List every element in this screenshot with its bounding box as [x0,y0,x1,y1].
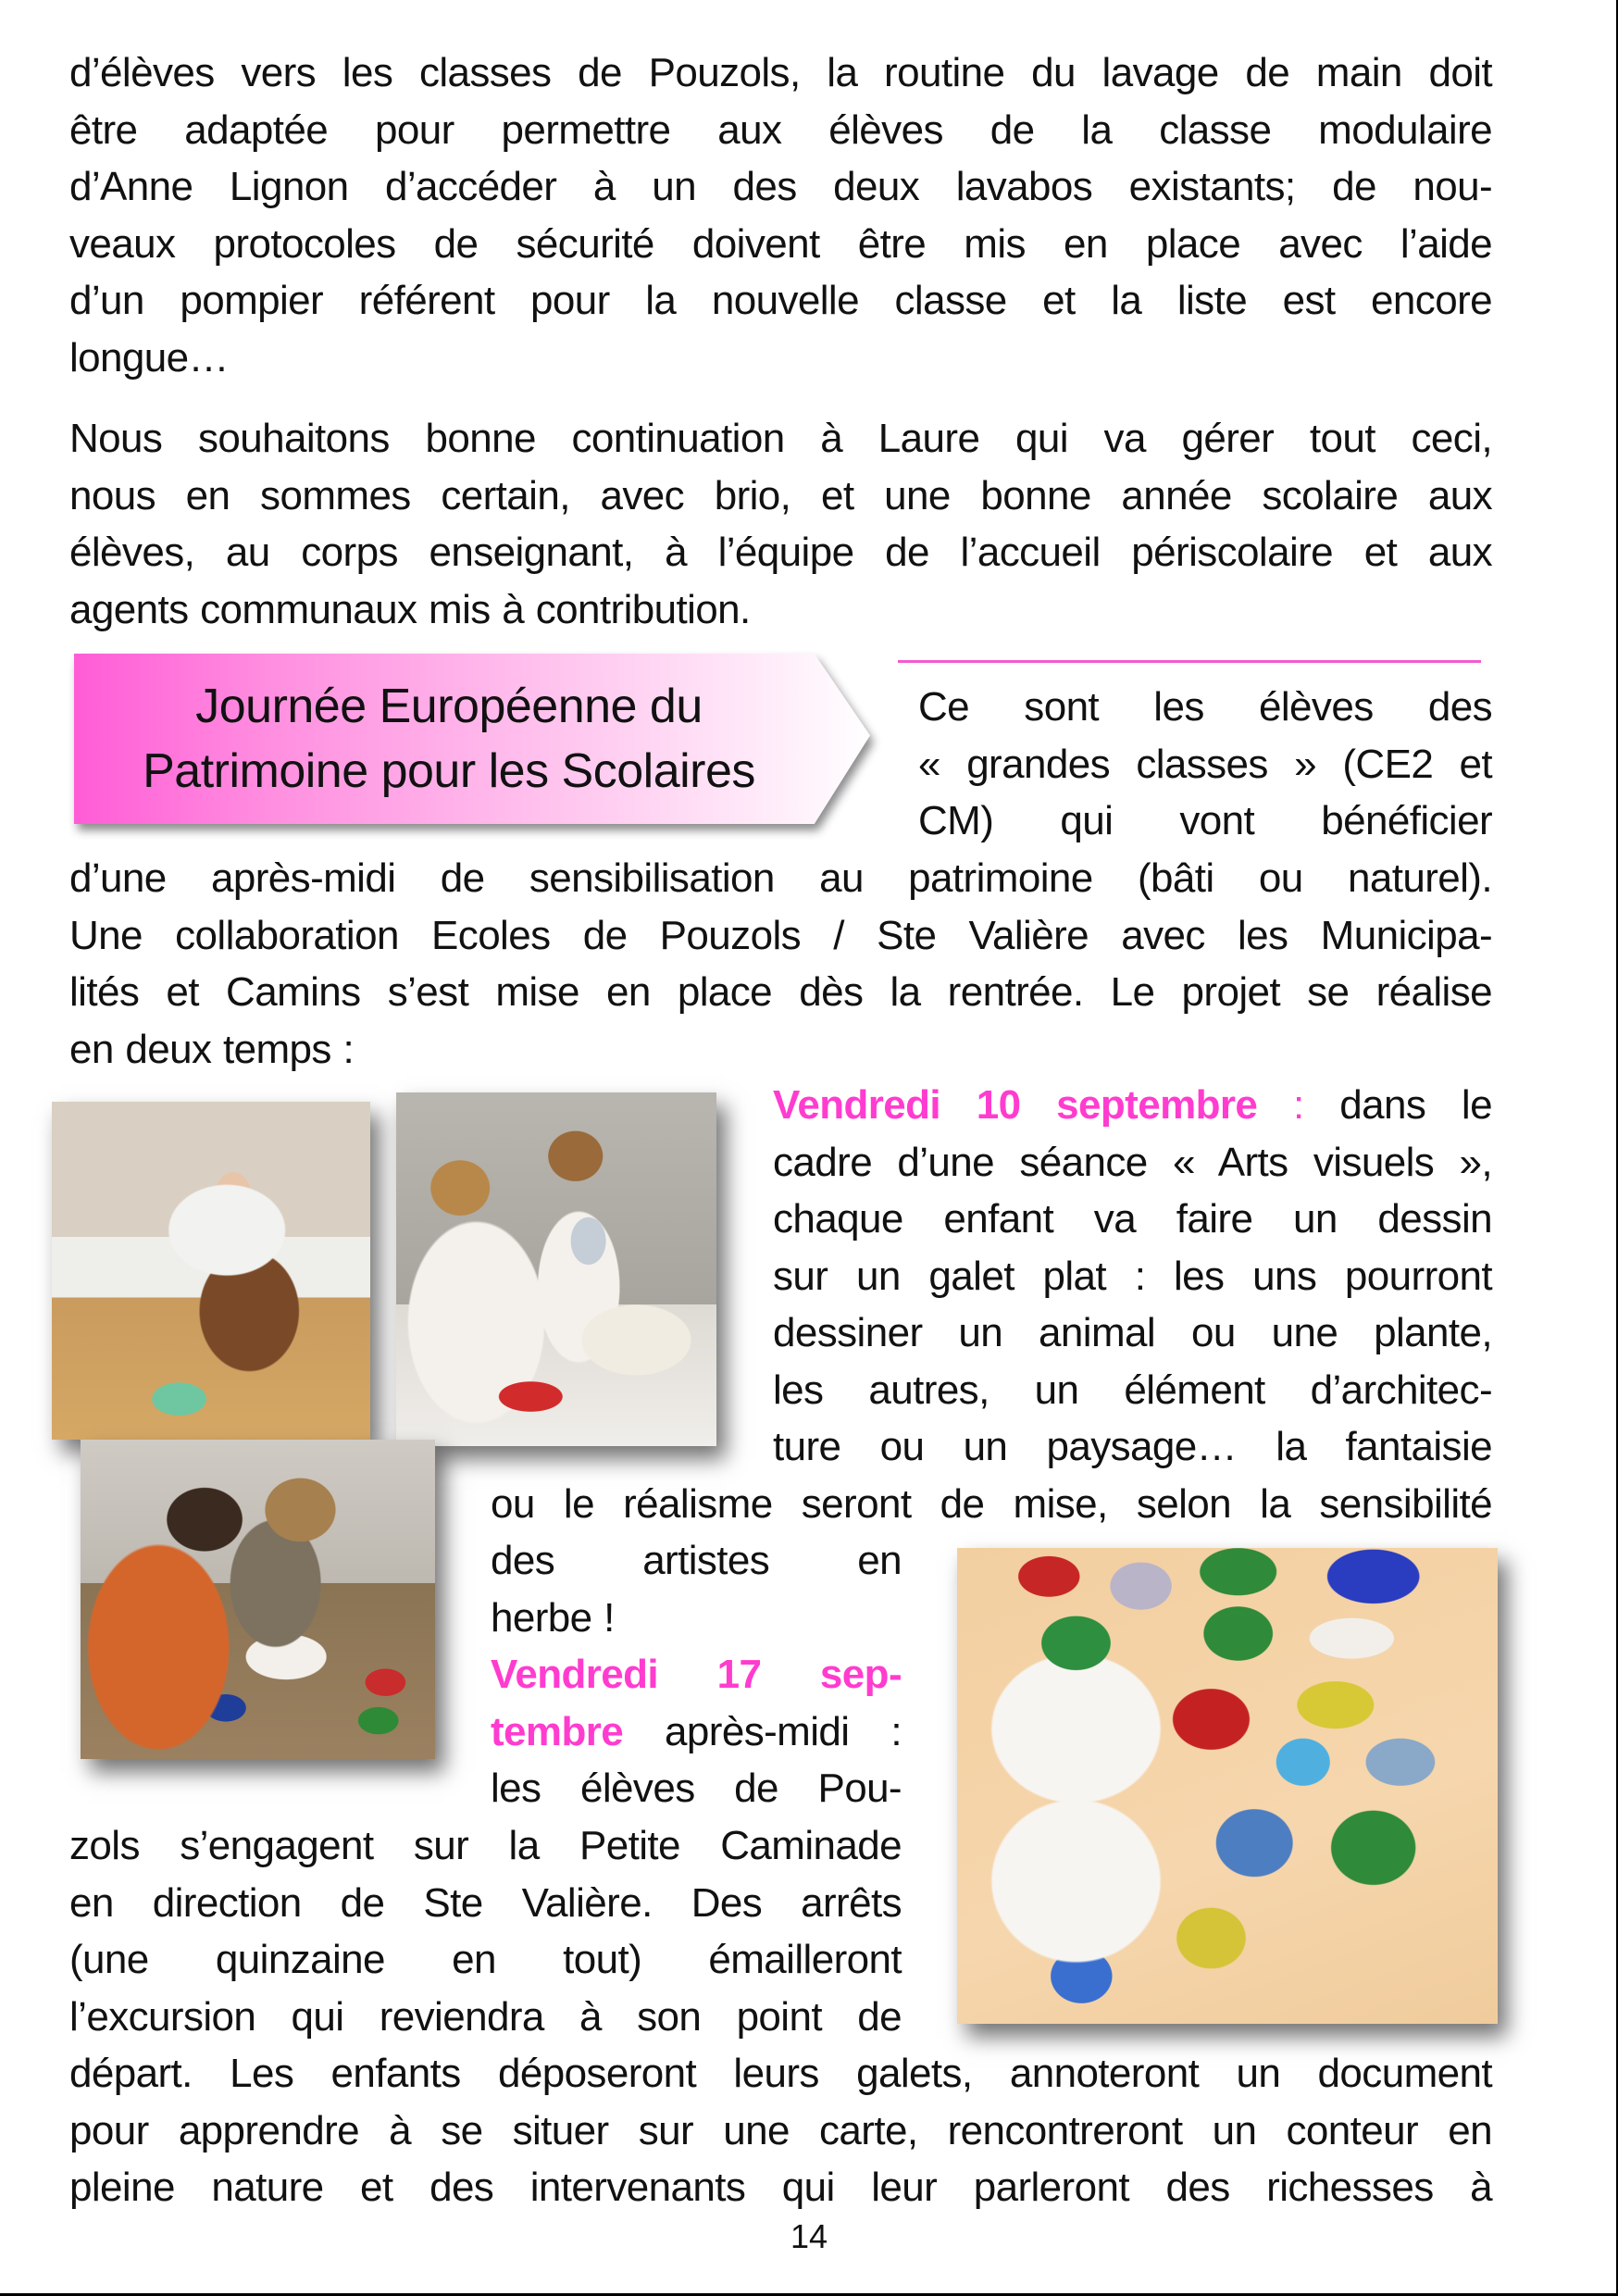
text-line: les autres, un élément d’architec- [773,1366,1492,1413]
text-line: Nous souhaitons bonne continuation à Laure qui va gérer tout ceci, [69,416,1492,461]
text-line: être adaptée pour permettre aux élèves de la classe modulaire [69,106,1492,153]
section-intro-side [918,679,1492,850]
text-line: des artistes en [491,1538,902,1583]
text-line: en direction de Ste Valière. Des arrêts [69,1879,902,1926]
text-line: en deux temps : [69,1026,355,1072]
text-line: d’élèves vers les classes de Pouzols, la routine du lavage de main doit [69,50,1492,95]
text-line: cadre d’une séance « Arts visuels », [773,1139,1492,1185]
event2-after-date: après-midi : [623,1708,902,1754]
text-line: CM) qui vont bénéficier [918,798,1492,843]
section-title [74,674,824,804]
text-line: sur un galet plat : les uns pourront [773,1253,1492,1299]
text-line: élèves, au corps enseignant, à l’équipe de l’accueil périscolaire et aux [69,530,1492,575]
text-line: départ. Les enfants déposeront leurs galets, annoteront un document [69,2051,1492,2096]
text-line: zols s’engagent sur la Petite Caminade [69,1823,902,1868]
text-line: agents communaux mis à contribution. [69,586,751,632]
text-line: dessiner un animal ou une plante, [773,1310,1492,1355]
page-number: 14 [790,2217,828,2255]
text-line: Une collaboration Ecoles de Pouzols / Ste Valière avec les Municipa- [69,912,1492,958]
text-line: chaque enfant va faire un dessin [773,1196,1492,1242]
text-line: d’un pompier référent pour la nouvelle classe et la liste est encore [69,278,1492,323]
text-line [491,1703,902,1761]
text-line: (une quinzaine en tout) émailleront [69,1937,902,1982]
text-line: nous en sommes certain, avec brio, et une bonne année scolaire aux [69,472,1492,518]
text-line: « grandes classes » (CE2 et [918,741,1492,787]
text-line: longue… [69,334,229,381]
text-line: d’Anne Lignon d’accéder à un des deux lavabos existants; de nou- [69,164,1492,209]
event1-separator: : [1257,1082,1304,1128]
text-line: pleine nature et des intervenants qui leur parleront des richesses à [69,2165,1492,2210]
intro-paragraph [69,44,1492,386]
event2-date-line2: tembre [491,1708,624,1754]
event1-first-line-rest: dans le [1303,1082,1492,1128]
text-line: Ce sont les élèves des [918,684,1492,730]
closing-paragraph [69,410,1492,638]
text-line: ou le réalisme seront de mise, selon la sensibilité [491,1481,1492,1527]
event1-side-text [773,1077,1492,1476]
event2-side-text [69,1817,902,2045]
event2-narrow-text [491,1646,902,1817]
section-banner [74,654,870,824]
text-line: ture ou un paysage… la fantaisie [773,1424,1492,1469]
section-title-line: Patrimoine pour les Scolaires [143,744,755,798]
text-line: pour apprendre à se situer sur une carte, rencontreront un conteur en [69,2107,1492,2153]
text-line: d’une après-midi de sensibilisation au patrimoine (bâti ou naturel). [69,855,1492,901]
text-line [773,1077,1492,1134]
section-title-line: Journée Européenne du [195,680,703,733]
text-line: les élèves de Pou- [491,1766,902,1811]
section-intro-full [69,850,1492,1078]
event1-narrow-text [491,1532,902,1646]
photo-painted-pebbles-collection [957,1548,1498,2024]
text-line: l’excursion qui reviendra à son point de [69,1993,902,2040]
section-divider [898,660,1481,663]
text-line: veaux protocoles de sécurité doivent être mis en place avec l’aide [69,220,1492,267]
event1-wide-text [491,1476,1492,1533]
photo-boys-painting-red-pebbles [396,1092,716,1446]
event1-date: Vendredi 10 septembre [773,1082,1258,1128]
text-line: lités et Camins s’est mise en place dès la rentrée. Le projet se réalise [69,969,1492,1015]
photo-children-painting-with-palette [81,1440,435,1759]
photo-children-painting-pebbles [52,1102,370,1440]
event2-full-text [69,2045,1492,2216]
text-line: herbe ! [491,1594,615,1641]
event2-date-line1: Vendredi 17 sep- [491,1652,902,1697]
